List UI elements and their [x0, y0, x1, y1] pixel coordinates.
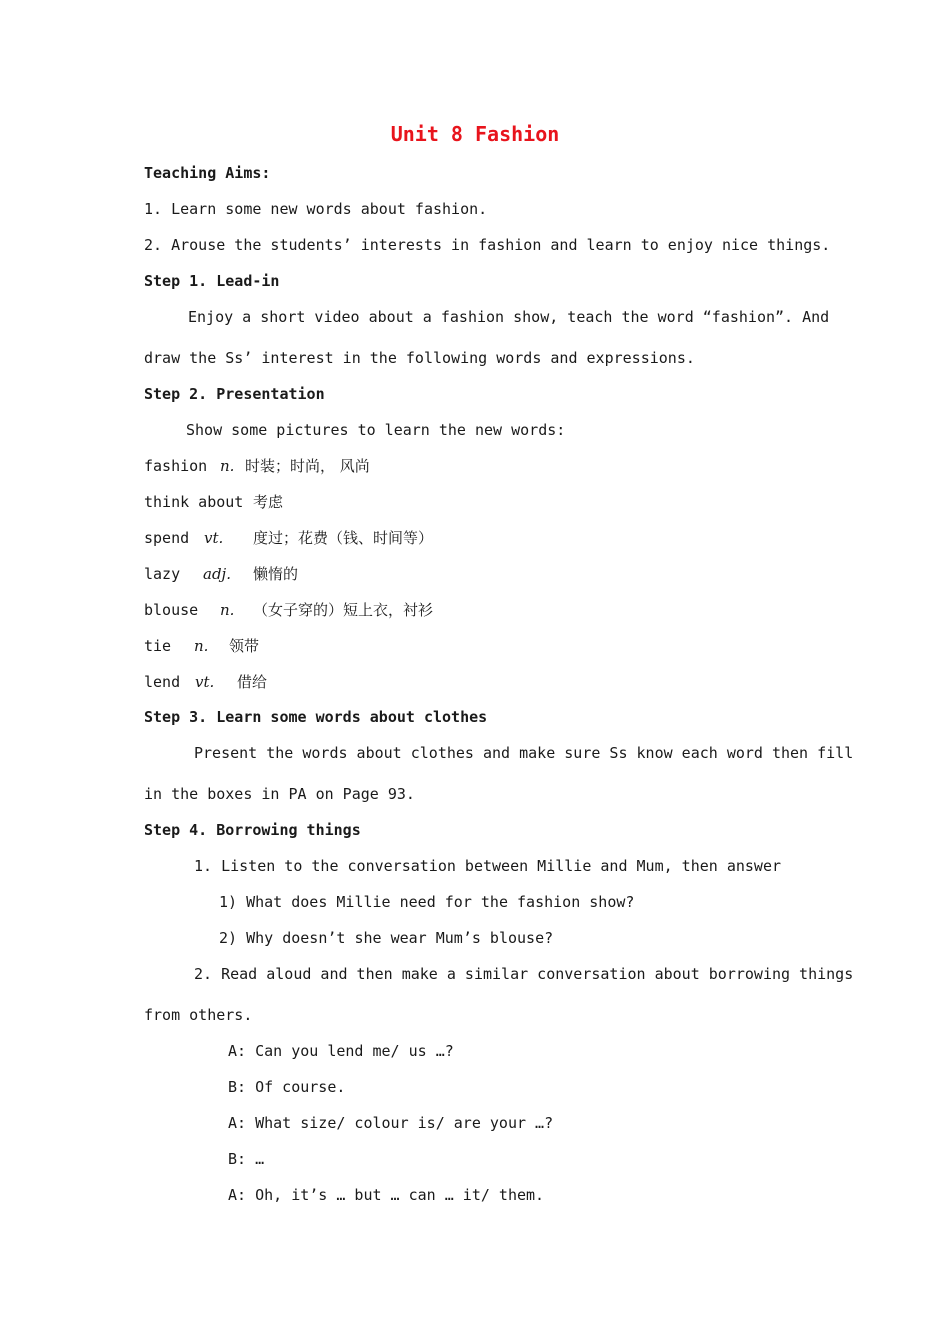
vocab-word: blouse	[144, 601, 199, 619]
dialogue-line: A: Can you lend me/ us …?	[228, 1042, 454, 1060]
step4-item-1: 1. Listen to the conversation between Millie and Mum, then answer	[194, 857, 781, 875]
aims-heading: Teaching Aims:	[144, 164, 271, 182]
vocab-pos: n.	[220, 457, 235, 475]
step1-heading: Step 1. Lead-in	[144, 272, 280, 290]
vocab-meaning: 考虑	[253, 493, 284, 511]
vocab-pos: adj.	[203, 565, 231, 583]
vocab-pos: vt.	[195, 673, 215, 691]
step4-question-1: 1) What does Millie need for the fashion show?	[219, 893, 635, 911]
vocab-meaning: 时装；时尚， 风尚	[245, 457, 370, 475]
vocab-meaning: （女子穿的）短上衣，衬衫	[253, 601, 434, 619]
step2-heading: Step 2. Presentation	[144, 385, 325, 403]
step1-line-2: draw the Ss’ interest in the following words and expressions.	[144, 349, 695, 367]
dialogue-line: A: Oh, it’s … but … can … it/ them.	[228, 1186, 545, 1204]
step3-line-1: Present the words about clothes and make sure Ss know each word then fill	[194, 744, 854, 762]
vocab-word: tie	[144, 637, 172, 655]
vocab-word: spend	[144, 529, 190, 547]
vocab-meaning: 度过；花费（钱、时间等）	[253, 529, 434, 547]
step4-item-2-line-1: 2. Read aloud and then make a similar conversation about borrowing things	[194, 965, 854, 983]
step3-line-2: in the boxes in PA on Page 93.	[144, 785, 415, 803]
vocab-pos: n.	[194, 637, 209, 655]
dialogue-line: B: Of course.	[228, 1078, 346, 1096]
vocab-meaning: 领带	[229, 637, 260, 655]
dialogue-line: B: …	[228, 1150, 265, 1168]
vocab-word: fashion	[144, 457, 208, 475]
step4-heading: Step 4. Borrowing things	[144, 821, 361, 839]
vocab-meaning: 懒惰的	[253, 565, 299, 583]
vocab-meaning: 借给	[237, 673, 268, 691]
step2-intro: Show some pictures to learn the new words:	[186, 421, 566, 439]
vocab-pos: n.	[220, 601, 235, 619]
step3-heading: Step 3. Learn some words about clothes	[144, 708, 488, 726]
aim-item-1: 1. Learn some new words about fashion.	[144, 200, 488, 218]
step1-line-1: Enjoy a short video about a fashion show, teach the word “fashion”. And	[188, 308, 830, 326]
step4-question-2: 2) Why doesn’t she wear Mum’s blouse?	[219, 929, 554, 947]
step4-item-2-line-2: from others.	[144, 1006, 253, 1024]
page-title: Unit 8 Fashion	[390, 122, 560, 146]
aim-item-2: 2. Arouse the students’ interests in fashion and learn to enjoy nice things.	[144, 236, 831, 254]
vocab-word: think about	[144, 493, 244, 511]
dialogue-line: A: What size/ colour is/ are your …?	[228, 1114, 554, 1132]
vocab-word: lend	[144, 673, 181, 691]
vocab-word: lazy	[144, 565, 181, 583]
vocab-pos: vt.	[204, 529, 224, 547]
